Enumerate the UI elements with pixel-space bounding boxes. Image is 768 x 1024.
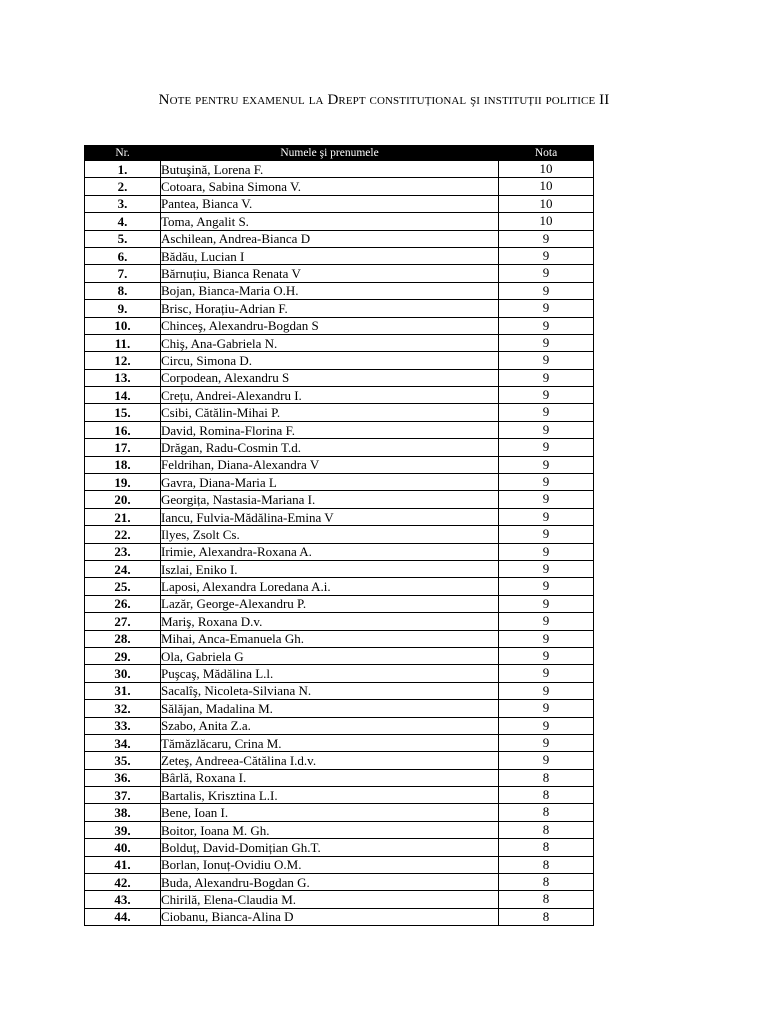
row-number: 40. bbox=[85, 839, 161, 856]
student-grade: 9 bbox=[499, 456, 594, 473]
student-name: Puşcaş, Mădălina L.l. bbox=[161, 665, 499, 682]
student-name: Szabo, Anita Z.a. bbox=[161, 717, 499, 734]
row-number: 38. bbox=[85, 804, 161, 821]
row-number: 29. bbox=[85, 647, 161, 664]
table-row bbox=[85, 578, 594, 595]
table-row bbox=[85, 543, 594, 560]
student-grade: 9 bbox=[499, 752, 594, 769]
student-name: Mihai, Anca-Emanuela Gh. bbox=[161, 630, 499, 647]
student-grade: 8 bbox=[499, 891, 594, 908]
student-grade: 9 bbox=[499, 369, 594, 386]
row-number: 26. bbox=[85, 595, 161, 612]
student-grade: 9 bbox=[499, 508, 594, 525]
row-number: 9. bbox=[85, 300, 161, 317]
column-header-name: Numele şi prenumele bbox=[161, 146, 499, 161]
row-number: 14. bbox=[85, 387, 161, 404]
student-name: Bârlă, Roxana I. bbox=[161, 769, 499, 786]
table-row bbox=[85, 839, 594, 856]
student-grade: 9 bbox=[499, 230, 594, 247]
student-grade: 9 bbox=[499, 317, 594, 334]
student-name: Aschilean, Andrea-Bianca D bbox=[161, 230, 499, 247]
column-header-nr: Nr. bbox=[85, 146, 161, 161]
table-row bbox=[85, 178, 594, 195]
table-row bbox=[85, 247, 594, 264]
table-row bbox=[85, 647, 594, 664]
table-row bbox=[85, 282, 594, 299]
student-grade: 9 bbox=[499, 491, 594, 508]
student-grade: 10 bbox=[499, 213, 594, 230]
student-name: Circu, Simona D. bbox=[161, 352, 499, 369]
student-grade: 9 bbox=[499, 404, 594, 421]
row-number: 8. bbox=[85, 282, 161, 299]
student-name: Mariş, Roxana D.v. bbox=[161, 613, 499, 630]
student-grade: 8 bbox=[499, 839, 594, 856]
student-grade: 9 bbox=[499, 543, 594, 560]
row-number: 21. bbox=[85, 508, 161, 525]
student-name: Iancu, Fulvia-Mădălina-Emina V bbox=[161, 508, 499, 525]
row-number: 28. bbox=[85, 630, 161, 647]
student-name: Lazăr, George-Alexandru P. bbox=[161, 595, 499, 612]
student-name: Butuşină, Lorena F. bbox=[161, 161, 499, 178]
row-number: 31. bbox=[85, 682, 161, 699]
student-grade: 9 bbox=[499, 613, 594, 630]
row-number: 4. bbox=[85, 213, 161, 230]
table-row bbox=[85, 230, 594, 247]
student-name: Bădău, Lucian I bbox=[161, 247, 499, 264]
student-name: Irimie, Alexandra-Roxana A. bbox=[161, 543, 499, 560]
row-number: 30. bbox=[85, 665, 161, 682]
table-row bbox=[85, 613, 594, 630]
table-row bbox=[85, 630, 594, 647]
student-name: Borlan, Ionuț-Ovidiu O.M. bbox=[161, 856, 499, 873]
table-row bbox=[85, 821, 594, 838]
student-name: Buda, Alexandru-Bogdan G. bbox=[161, 874, 499, 891]
student-grade: 8 bbox=[499, 769, 594, 786]
table-row bbox=[85, 891, 594, 908]
student-grade: 9 bbox=[499, 630, 594, 647]
table-row bbox=[85, 908, 594, 925]
student-grade: 9 bbox=[499, 334, 594, 351]
student-grade: 9 bbox=[499, 665, 594, 682]
row-number: 1. bbox=[85, 161, 161, 178]
student-grade: 8 bbox=[499, 787, 594, 804]
student-name: Ilyes, Zsolt Cs. bbox=[161, 526, 499, 543]
table-row bbox=[85, 387, 594, 404]
column-header-grade: Nota bbox=[499, 146, 594, 161]
table-row bbox=[85, 213, 594, 230]
student-name: Gavra, Diana-Maria L bbox=[161, 474, 499, 491]
table-row bbox=[85, 769, 594, 786]
student-grade: 8 bbox=[499, 821, 594, 838]
student-name: Drăgan, Radu-Cosmin T.d. bbox=[161, 439, 499, 456]
table-row bbox=[85, 404, 594, 421]
table-row bbox=[85, 560, 594, 577]
row-number: 27. bbox=[85, 613, 161, 630]
row-number: 19. bbox=[85, 474, 161, 491]
row-number: 15. bbox=[85, 404, 161, 421]
student-grade: 9 bbox=[499, 526, 594, 543]
student-name: Chiş, Ana-Gabriela N. bbox=[161, 334, 499, 351]
table-row bbox=[85, 752, 594, 769]
row-number: 17. bbox=[85, 439, 161, 456]
row-number: 32. bbox=[85, 700, 161, 717]
student-grade: 9 bbox=[499, 700, 594, 717]
student-grade: 9 bbox=[499, 682, 594, 699]
table-row bbox=[85, 787, 594, 804]
student-grade: 9 bbox=[499, 352, 594, 369]
row-number: 18. bbox=[85, 456, 161, 473]
row-number: 43. bbox=[85, 891, 161, 908]
table-row bbox=[85, 682, 594, 699]
student-grade: 9 bbox=[499, 265, 594, 282]
row-number: 41. bbox=[85, 856, 161, 873]
student-name: Sălăjan, Madalina M. bbox=[161, 700, 499, 717]
student-grade: 9 bbox=[499, 647, 594, 664]
student-name: Chirilă, Elena-Claudia M. bbox=[161, 891, 499, 908]
student-grade: 10 bbox=[499, 178, 594, 195]
student-grade: 8 bbox=[499, 908, 594, 925]
student-name: Feldrihan, Diana-Alexandra V bbox=[161, 456, 499, 473]
table-row bbox=[85, 421, 594, 438]
student-name: Iszlai, Eniko I. bbox=[161, 560, 499, 577]
table-row bbox=[85, 195, 594, 212]
row-number: 20. bbox=[85, 491, 161, 508]
student-name: Bărnuțiu, Bianca Renata V bbox=[161, 265, 499, 282]
table-header-row bbox=[85, 146, 594, 161]
table-row bbox=[85, 456, 594, 473]
table-row bbox=[85, 334, 594, 351]
row-number: 23. bbox=[85, 543, 161, 560]
table-row bbox=[85, 352, 594, 369]
student-name: Pantea, Bianca V. bbox=[161, 195, 499, 212]
student-name: Tămăzlăcaru, Crina M. bbox=[161, 734, 499, 751]
student-grade: 8 bbox=[499, 856, 594, 873]
table-row bbox=[85, 439, 594, 456]
student-grade: 9 bbox=[499, 300, 594, 317]
student-name: Boitor, Ioana M. Gh. bbox=[161, 821, 499, 838]
row-number: 24. bbox=[85, 560, 161, 577]
table-row bbox=[85, 874, 594, 891]
row-number: 37. bbox=[85, 787, 161, 804]
student-grade: 9 bbox=[499, 595, 594, 612]
row-number: 22. bbox=[85, 526, 161, 543]
student-name: Bartalis, Krisztina L.I. bbox=[161, 787, 499, 804]
row-number: 42. bbox=[85, 874, 161, 891]
student-name: Bolduț, David-Domițian Gh.T. bbox=[161, 839, 499, 856]
student-grade: 8 bbox=[499, 804, 594, 821]
row-number: 10. bbox=[85, 317, 161, 334]
student-grade: 10 bbox=[499, 195, 594, 212]
student-grade: 9 bbox=[499, 247, 594, 264]
student-name: Chinceş, Alexandru-Bogdan S bbox=[161, 317, 499, 334]
row-number: 7. bbox=[85, 265, 161, 282]
student-name: Bene, Ioan I. bbox=[161, 804, 499, 821]
table-row bbox=[85, 474, 594, 491]
table-row bbox=[85, 369, 594, 386]
table-row bbox=[85, 491, 594, 508]
table-row bbox=[85, 665, 594, 682]
student-name: Toma, Angalit S. bbox=[161, 213, 499, 230]
student-name: Crețu, Andrei-Alexandru I. bbox=[161, 387, 499, 404]
table-row bbox=[85, 717, 594, 734]
row-number: 25. bbox=[85, 578, 161, 595]
student-grade: 9 bbox=[499, 560, 594, 577]
student-name: Ciobanu, Bianca-Alina D bbox=[161, 908, 499, 925]
table-row bbox=[85, 804, 594, 821]
row-number: 6. bbox=[85, 247, 161, 264]
student-grade: 9 bbox=[499, 421, 594, 438]
document-title: Note pentru examenul la Drept constituțional şi instituții politice II bbox=[158, 92, 610, 108]
table-row bbox=[85, 265, 594, 282]
row-number: 39. bbox=[85, 821, 161, 838]
student-grade: 10 bbox=[499, 161, 594, 178]
table-row bbox=[85, 508, 594, 525]
row-number: 13. bbox=[85, 369, 161, 386]
student-grade: 9 bbox=[499, 717, 594, 734]
student-name: Zeteş, Andreea-Cătălina I.d.v. bbox=[161, 752, 499, 769]
table-row bbox=[85, 526, 594, 543]
table-row bbox=[85, 161, 594, 178]
student-name: Georgița, Nastasia-Mariana I. bbox=[161, 491, 499, 508]
grades-table bbox=[84, 145, 594, 926]
student-name: Brisc, Horațiu-Adrian F. bbox=[161, 300, 499, 317]
student-name: David, Romina-Florina F. bbox=[161, 421, 499, 438]
student-name: Laposi, Alexandra Loredana A.i. bbox=[161, 578, 499, 595]
student-name: Corpodean, Alexandru S bbox=[161, 369, 499, 386]
student-grade: 9 bbox=[499, 439, 594, 456]
student-grade: 9 bbox=[499, 578, 594, 595]
row-number: 5. bbox=[85, 230, 161, 247]
table-row bbox=[85, 317, 594, 334]
student-name: Ola, Gabriela G bbox=[161, 647, 499, 664]
row-number: 12. bbox=[85, 352, 161, 369]
student-grade: 9 bbox=[499, 734, 594, 751]
row-number: 35. bbox=[85, 752, 161, 769]
student-grade: 9 bbox=[499, 387, 594, 404]
row-number: 36. bbox=[85, 769, 161, 786]
row-number: 11. bbox=[85, 334, 161, 351]
student-name: Sacalîş, Nicoleta-Silviana N. bbox=[161, 682, 499, 699]
student-name: Csibi, Cătălin-Mihai P. bbox=[161, 404, 499, 421]
row-number: 33. bbox=[85, 717, 161, 734]
row-number: 44. bbox=[85, 908, 161, 925]
row-number: 16. bbox=[85, 421, 161, 438]
table-row bbox=[85, 700, 594, 717]
row-number: 3. bbox=[85, 195, 161, 212]
student-name: Bojan, Bianca-Maria O.H. bbox=[161, 282, 499, 299]
table-row bbox=[85, 595, 594, 612]
student-grade: 8 bbox=[499, 874, 594, 891]
table-row bbox=[85, 300, 594, 317]
student-name: Cotoara, Sabina Simona V. bbox=[161, 178, 499, 195]
row-number: 34. bbox=[85, 734, 161, 751]
student-grade: 9 bbox=[499, 474, 594, 491]
student-grade: 9 bbox=[499, 282, 594, 299]
row-number: 2. bbox=[85, 178, 161, 195]
table-row bbox=[85, 734, 594, 751]
table-row bbox=[85, 856, 594, 873]
